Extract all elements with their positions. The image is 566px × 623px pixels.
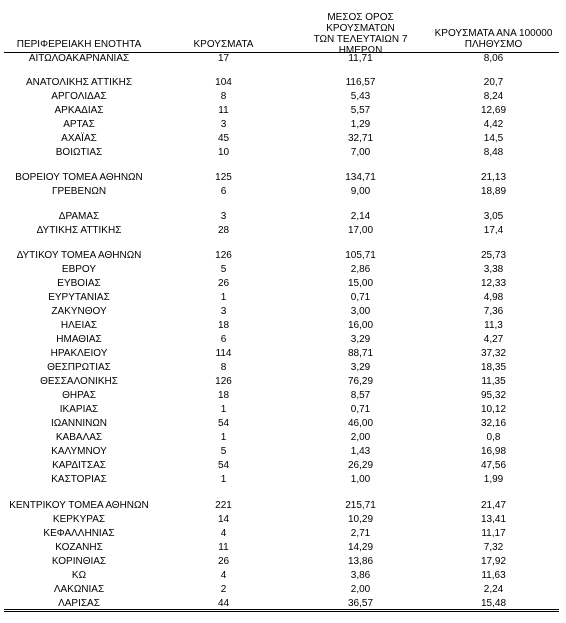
per100k-cell: 17,92	[480, 556, 507, 567]
header-avg7-line3: ΗΜΕΡΩΝ	[338, 45, 383, 56]
avg7-cell: 3,86	[350, 570, 371, 581]
avg7-cell: 11,71	[348, 53, 373, 64]
per100k-cell: 1,99	[483, 474, 504, 485]
avg7-cell: 116,57	[345, 77, 376, 88]
table-row	[4, 555, 559, 569]
table-row	[4, 104, 559, 118]
region-cell: ΛΑΡΙΣΑΣ	[58, 598, 100, 609]
cases-cell: 3	[220, 119, 227, 130]
table-row	[4, 527, 559, 541]
cases-cell: 3	[220, 211, 227, 222]
per100k-cell: 3,05	[483, 211, 504, 222]
region-cell: ΗΜΑΘΙΑΣ	[56, 334, 102, 345]
per100k-cell: 11,35	[481, 376, 506, 387]
avg7-cell: 16,00	[347, 320, 374, 331]
table-row	[4, 541, 559, 555]
table-row	[4, 118, 559, 132]
avg7-cell: 5,43	[350, 91, 371, 102]
table-row	[4, 132, 559, 146]
region-cell: ΓΡΕΒΕΝΩΝ	[51, 186, 107, 197]
header-cases: ΚΡΟΥΣΜΑΤΑ	[193, 39, 254, 50]
avg7-cell: 15,00	[347, 278, 374, 289]
per100k-cell: 32,16	[480, 418, 507, 429]
avg7-cell: 10,29	[347, 514, 374, 525]
region-cell: ΚΟΡΙΝΘΙΑΣ	[51, 556, 107, 567]
region-cell: ΕΥΡΥΤΑΝΙΑΣ	[48, 292, 110, 303]
cases-cell: 44	[217, 598, 230, 609]
per100k-cell: 0,8	[486, 432, 501, 443]
region-cell: ΙΩΑΝΝΙΝΩΝ	[50, 418, 108, 429]
cases-cell: 8	[220, 91, 227, 102]
avg7-cell: 1,00	[350, 474, 371, 485]
region-cell: ΔΡΑΜΑΣ	[58, 211, 100, 222]
cases-cell: 126	[215, 376, 232, 387]
avg7-cell: 0,71	[350, 292, 371, 303]
avg7-cell: 76,29	[347, 376, 374, 387]
region-cell: ΑΡΚΑΔΙΑΣ	[54, 105, 104, 116]
cases-cell: 10	[217, 147, 230, 158]
per100k-cell: 2,24	[483, 584, 504, 595]
cases-cell: 3	[220, 306, 227, 317]
cases-cell: 114	[215, 348, 232, 359]
avg7-cell: 13,86	[347, 556, 374, 567]
region-cell: ΖΑΚΥΝΘΟΥ	[51, 306, 107, 317]
cases-cell: 6	[220, 334, 227, 345]
per100k-cell: 12,33	[480, 278, 507, 289]
cases-cell: 26	[217, 556, 230, 567]
per100k-cell: 4,42	[483, 119, 504, 130]
avg7-cell: 36,57	[347, 598, 374, 609]
region-cell: ΚΑΡΔΙΤΣΑΣ	[52, 460, 106, 471]
region-cell: ΑΡΤΑΣ	[63, 119, 95, 130]
header-avg7-line2: ΤΩΝ ΤΕΛΕΥΤΑΙΩΝ 7	[313, 34, 408, 45]
table-row	[4, 403, 559, 417]
region-cell: ΛΑΚΩΝΙΑΣ	[53, 584, 105, 595]
avg7-cell: 5,57	[350, 105, 371, 116]
cases-cell: 126	[215, 250, 232, 261]
cases-cell: 54	[217, 460, 230, 471]
avg7-cell: 3,29	[350, 362, 371, 373]
table-row	[4, 459, 559, 473]
region-cell: ΒΟΡΕΙΟΥ ΤΟΜΕΑ ΑΘΗΝΩΝ	[15, 172, 143, 183]
per100k-cell: 13,41	[480, 514, 507, 525]
cases-cell: 5	[220, 446, 227, 457]
avg7-cell: 7,00	[350, 147, 371, 158]
cases-cell: 1	[220, 432, 227, 443]
avg7-cell: 2,00	[350, 432, 371, 443]
region-cell: ΕΥΒΟΙΑΣ	[57, 278, 101, 289]
cases-cell: 45	[217, 133, 230, 144]
region-cell: ΚΕΡΚΥΡΑΣ	[52, 514, 106, 525]
table-row	[4, 513, 559, 527]
avg7-cell: 0,71	[350, 404, 371, 415]
per100k-cell: 16,98	[480, 446, 507, 457]
avg7-cell: 2,71	[350, 528, 371, 539]
table-row	[4, 171, 559, 185]
table-row	[4, 249, 559, 263]
avg7-cell: 26,29	[347, 460, 374, 471]
table-row	[4, 305, 559, 319]
table-row	[4, 319, 559, 333]
per100k-cell: 21,47	[480, 500, 507, 511]
region-cell: ΗΛΕΙΑΣ	[60, 320, 98, 331]
cases-cell: 6	[220, 186, 227, 197]
header-region: ΠΕΡΙΦΕΡΕΙΑΚΗ ΕΝΟΤΗΤΑ	[16, 39, 142, 50]
per100k-cell: 10,12	[480, 404, 507, 415]
avg7-cell: 88,71	[347, 348, 374, 359]
cases-cell: 18	[217, 320, 230, 331]
cases-cell: 2	[220, 584, 227, 595]
per100k-cell: 8,48	[483, 147, 504, 158]
per100k-cell: 18,89	[480, 186, 507, 197]
avg7-cell: 215,71	[345, 500, 376, 511]
cases-cell: 125	[215, 172, 232, 183]
table-row	[4, 52, 559, 66]
region-cell: ΑΝΑΤΟΛΙΚΗΣ ΑΤΤΙΚΗΣ	[25, 77, 133, 88]
per100k-cell: 11,17	[481, 528, 506, 539]
avg7-cell: 9,00	[350, 186, 371, 197]
table-row	[4, 146, 559, 160]
region-cell: ΔΥΤΙΚΟΥ ΤΟΜΕΑ ΑΘΗΝΩΝ	[16, 250, 142, 261]
cases-cell: 17	[217, 53, 230, 64]
table-row	[4, 90, 559, 104]
avg7-cell: 46,00	[347, 418, 374, 429]
region-cell: ΕΒΡΟΥ	[61, 264, 97, 275]
per100k-cell: 12,69	[480, 105, 507, 116]
avg7-cell: 2,14	[350, 211, 371, 222]
table-row	[4, 185, 559, 199]
region-cell: ΗΡΑΚΛΕΙΟΥ	[50, 348, 108, 359]
region-cell: ΚΑΛΥΜΝΟΥ	[51, 446, 107, 457]
cases-cell: 26	[217, 278, 230, 289]
per100k-cell: 17,4	[483, 225, 504, 236]
per100k-cell: 25,73	[480, 250, 507, 261]
per100k-cell: 18,35	[480, 362, 507, 373]
region-cell: ΔΥΤΙΚΗΣ ΑΤΤΙΚΗΣ	[36, 225, 122, 236]
per100k-cell: 15,48	[480, 598, 507, 609]
avg7-cell: 17,00	[347, 225, 374, 236]
avg7-cell: 2,00	[350, 584, 371, 595]
per100k-cell: 11,3	[484, 320, 503, 331]
header-avg7-line1: ΜΕΣΟΣ ΟΡΟΣ ΚΡΟΥΣΜΑΤΩΝ	[326, 12, 395, 34]
header-avg7	[293, 12, 428, 56]
table-row	[4, 445, 559, 459]
per100k-cell: 8,06	[483, 53, 504, 64]
per100k-cell: 4,27	[483, 334, 504, 345]
per100k-cell: 7,32	[483, 542, 504, 553]
cases-cell: 11	[218, 542, 229, 553]
cases-cell: 11	[218, 105, 229, 116]
region-cell: ΚΕΦΑΛΛΗΝΙΑΣ	[43, 528, 115, 539]
per100k-cell: 95,32	[480, 390, 507, 401]
avg7-cell: 32,71	[347, 133, 374, 144]
cases-cell: 54	[217, 418, 230, 429]
per100k-cell: 4,98	[483, 292, 504, 303]
header-per100k-line2: ΠΛΗΘΥΣΜΟ	[464, 39, 523, 50]
table-row	[4, 291, 559, 305]
table-row	[4, 277, 559, 291]
table-row	[4, 347, 559, 361]
table-row	[4, 361, 559, 375]
cases-cell: 104	[215, 77, 232, 88]
cases-cell: 28	[217, 225, 230, 236]
region-cell: ΘΗΡΑΣ	[62, 390, 96, 401]
per100k-cell: 20,7	[483, 77, 504, 88]
cases-cell: 14	[217, 514, 230, 525]
per100k-cell: 14,5	[483, 133, 504, 144]
region-cell: ΘΕΣΣΑΛΟΝΙΚΗΣ	[40, 376, 118, 387]
avg7-cell: 3,29	[350, 334, 371, 345]
region-cell: ΙΚΑΡΙΑΣ	[59, 404, 99, 415]
avg7-cell: 14,29	[347, 542, 374, 553]
cases-cell: 1	[220, 474, 227, 485]
avg7-cell: 134,71	[345, 172, 376, 183]
cases-cell: 1	[220, 404, 227, 415]
cases-cell: 221	[215, 500, 232, 511]
cases-cell: 18	[217, 390, 230, 401]
cases-cell: 4	[220, 528, 227, 539]
avg7-cell: 1,29	[350, 119, 371, 130]
region-cell: ΑΧΑΪΑΣ	[61, 133, 97, 144]
per100k-cell: 47,56	[480, 460, 507, 471]
per100k-cell: 11,63	[481, 570, 506, 581]
table-row	[4, 76, 559, 90]
table-row	[4, 263, 559, 277]
region-cell: ΑΙΤΩΛΟΑΚΑΡΝΑΝΙΑΣ	[28, 53, 130, 64]
table-row	[4, 417, 559, 431]
header-per100k-line1: ΚΡΟΥΣΜΑΤΑ ΑΝΑ 100000	[434, 28, 553, 39]
header-per100k	[428, 28, 559, 50]
cases-cell: 1	[220, 292, 227, 303]
cases-cell: 4	[220, 570, 227, 581]
avg7-cell: 1,43	[350, 446, 371, 457]
region-cell: ΚΑΣΤΟΡΙΑΣ	[51, 474, 107, 485]
cases-cell: 8	[220, 362, 227, 373]
avg7-cell: 8,57	[350, 390, 371, 401]
region-cell: ΒΟΙΩΤΙΑΣ	[55, 147, 103, 158]
avg7-cell: 3,00	[350, 306, 371, 317]
per100k-cell: 8,24	[483, 91, 504, 102]
per100k-cell: 21,13	[480, 172, 507, 183]
avg7-cell: 2,86	[350, 264, 371, 275]
region-cell: ΚΕΝΤΡΙΚΟΥ ΤΟΜΕΑ ΑΘΗΝΩΝ	[9, 500, 149, 511]
table-bottom-rule-2	[4, 611, 559, 612]
table-row	[4, 389, 559, 403]
avg7-cell: 105,71	[345, 250, 376, 261]
region-cell: ΘΕΣΠΡΩΤΙΑΣ	[47, 362, 111, 373]
region-cell: ΚΟΖΑΝΗΣ	[55, 542, 103, 553]
table-row	[4, 499, 559, 513]
per100k-cell: 3,38	[483, 264, 504, 275]
table-row	[4, 569, 559, 583]
table-row	[4, 375, 559, 389]
table-row	[4, 210, 559, 224]
table-row	[4, 224, 559, 238]
per100k-cell: 7,36	[483, 306, 504, 317]
region-cell: ΚΩ	[71, 570, 87, 581]
region-cell: ΑΡΓΟΛΙΔΑΣ	[51, 91, 107, 102]
table-bottom-rule	[4, 609, 559, 610]
table-row	[4, 473, 559, 487]
table-row	[4, 431, 559, 445]
cases-cell: 5	[220, 264, 227, 275]
region-cell: ΚΑΒΑΛΑΣ	[55, 432, 103, 443]
table-row	[4, 583, 559, 597]
per100k-cell: 37,32	[480, 348, 507, 359]
table-row	[4, 333, 559, 347]
